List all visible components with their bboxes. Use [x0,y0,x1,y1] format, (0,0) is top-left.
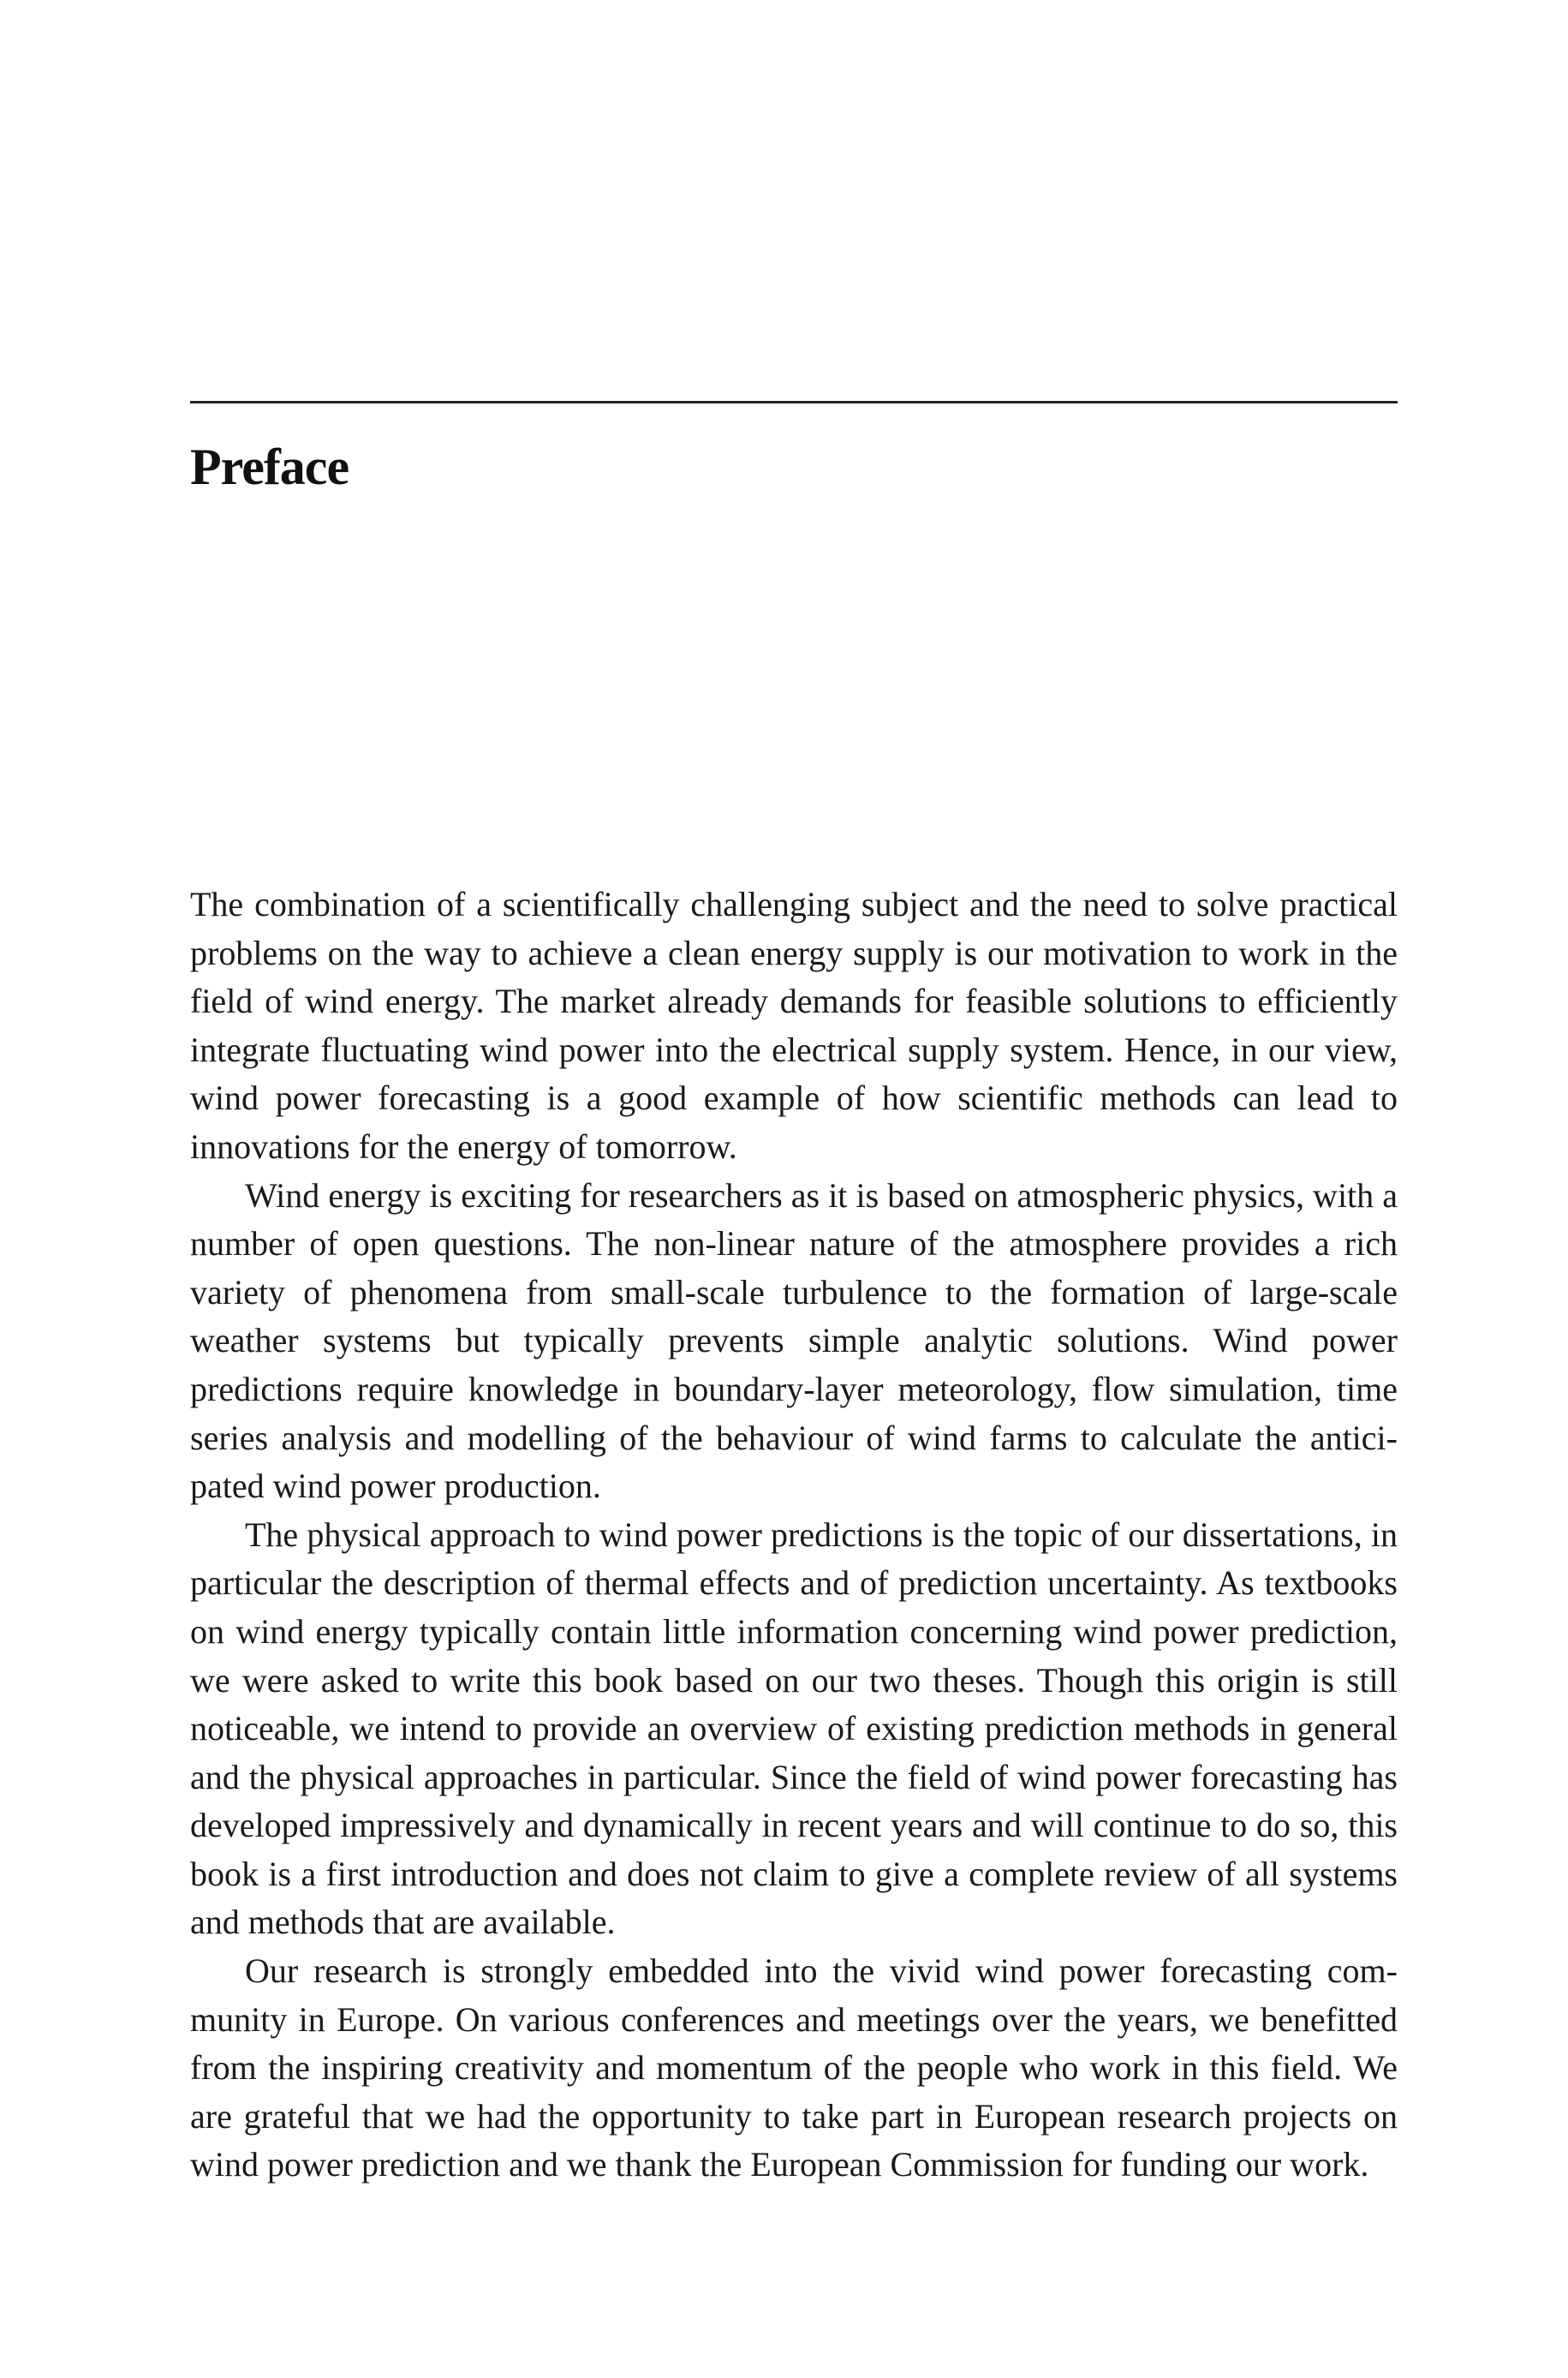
paragraph: The combination of a scientifically challenging subject and the need to solve practical problems on the way to achieve a clean energy supply is our motivation to work in the field of wind energy. The market already demands for feasible solutions to efficiently integrate fluctuating wind power into the electrical supply system. Hence, in our view, wind power forecasting is a good example of how scientific methods can lead to innovations for the energy of tomorrow. [190,885,1398,1166]
paragraph: Wind energy is exciting for researchers as it is based on atmospheric physics, with a number of open questions. The non-linear nature of the atmosphere provides a rich variety of phenomena from small-scale turbulence to the formation of large-scale weather systems but typically prevents simple analytic solutions. Wind power predictions require knowledge in boundary-layer meteorology, flow simulation, time series analysis and modelling of the behaviour of wind farms to calculate the anticipated wind power production. [190,1175,1398,1506]
preface-body [190,881,1398,2190]
chapter-title: Preface [190,439,349,495]
paragraph: Our research is strongly embedded into the vivid wind power forecasting community in Europe. On various conferences and meetings over the years, we benefitted from the inspiring creativity and momentum of the people who work in this field. We are grateful that we had the opportunity to take part in European research projects on wind power prediction and we thank the European Commission for funding our work. [190,1951,1398,2184]
paragraph: The physical approach to wind power predictions is the topic of our dissertations, in particular the description of thermal effects and of prediction uncertainty. As textbooks on wind energy typically contain little information concerning wind power prediction, we were asked to write this book based on our two theses. Though this origin is still noticeable, we intend to provide an overview of existing prediction methods in general and the physical approaches in particular. Since the field of wind power forecasting has developed impressively and dynamically in recent years and will continue to do so, this book is a first introduction and does not claim to give a complete review of all systems and methods that are available. [190,1515,1398,1942]
chapter-rule [190,401,1398,403]
